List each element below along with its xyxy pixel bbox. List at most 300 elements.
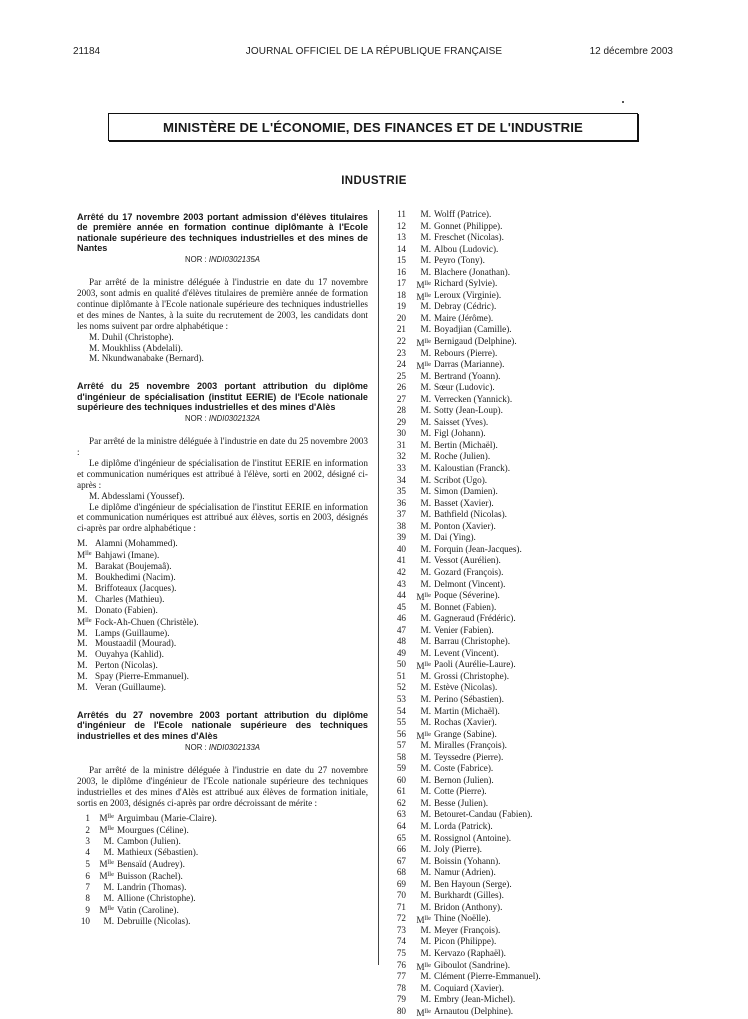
list-item	[388, 255, 658, 267]
list-item	[388, 833, 658, 845]
list-item	[388, 244, 658, 256]
honorific: M.	[420, 220, 431, 231]
rank-number: 74	[396, 936, 406, 947]
graduate-name: Briffoteaux (Jacques).	[95, 582, 177, 593]
graduate-name: Bridon (Anthony).	[434, 901, 503, 912]
rank-number: 32	[396, 451, 406, 462]
rank-number: 50	[396, 659, 406, 670]
list-item: M. Duhil (Christophe).	[89, 331, 174, 342]
honorific: M.	[420, 670, 431, 681]
rank-number: 28	[396, 405, 406, 416]
honorific: M.	[420, 948, 431, 958]
nor-code: INDI0302132A	[208, 414, 260, 424]
article-title: Arrêtés du 27 novembre 2003 portant attribution du diplôme d'ingénieur de l'Ecole nationale supérieure des techniques industrielles et des mines d'Alès	[77, 709, 368, 741]
rank-number: 48	[396, 636, 406, 647]
list-item	[388, 717, 658, 729]
honorific: M.	[103, 836, 114, 847]
rank-number: 51	[396, 670, 406, 681]
graduate-name: Dai (Ying).	[434, 532, 476, 543]
honorific: M.	[420, 878, 431, 889]
list-item	[77, 812, 368, 824]
honorific: $M^{lle}$	[416, 291, 431, 302]
graduate-name: Ponton (Xavier).	[434, 520, 496, 531]
list-item	[77, 858, 368, 870]
rank-number: 60	[396, 774, 406, 785]
honorific: $M^{lle}$	[416, 661, 431, 672]
rank-number: 67	[396, 855, 406, 866]
graduate-name: Betouret-Candau (Fabien).	[434, 809, 533, 820]
honorific: $M^{lle}$	[77, 550, 92, 561]
graduate-name: Allione (Christophe).	[117, 892, 196, 903]
list-item	[388, 567, 658, 579]
graduate-name: Arnautou (Delphine).	[434, 1005, 514, 1016]
list-item: M. Nkundwanabake (Bernard).	[89, 353, 204, 364]
graduate-name: Embry (Jean-Michel).	[434, 994, 516, 1005]
honorific: M.	[420, 255, 431, 266]
honorific: M.	[420, 705, 431, 716]
graduate-name: Figl (Johann).	[434, 428, 486, 439]
list-item	[388, 221, 658, 233]
graduate-name: Vessot (Aurélien).	[434, 555, 501, 566]
graduate-name: Gozard (François).	[434, 566, 504, 577]
list-item	[77, 549, 368, 561]
graduate-name: Donato (Fabien).	[95, 604, 158, 615]
graduate-name: Bertrand (Yoann).	[434, 370, 501, 381]
honorific: M.	[420, 209, 431, 219]
rank-number: 44	[396, 590, 406, 601]
graduate-name: Basset (Xavier).	[434, 497, 494, 508]
list-item	[388, 775, 658, 787]
list-item	[388, 763, 658, 775]
nor-code: INDI0302135A	[208, 255, 260, 265]
rank-number: 20	[396, 312, 406, 323]
rank-number: 41	[396, 555, 406, 566]
honorific: $M^{lle}$	[416, 361, 431, 372]
honorific: M.	[420, 416, 431, 427]
honorific: M.	[420, 844, 431, 855]
honorific: M.	[420, 820, 431, 831]
honorific: $M^{lle}$	[416, 592, 431, 603]
list-item	[388, 209, 658, 221]
honorific: M.	[420, 232, 431, 243]
nor-label: NOR :	[185, 255, 207, 265]
honorific: M.	[77, 638, 88, 649]
graduate-name: Peyro (Tony).	[434, 255, 485, 266]
graduate-name: Sotty (Jean-Loup).	[434, 405, 503, 416]
nor-reference	[77, 255, 368, 266]
rank-number: 33	[396, 463, 406, 474]
rank-number: 24	[396, 359, 406, 370]
honorific: M.	[420, 243, 431, 254]
graduate-name: Mathieux (Sébastien).	[117, 847, 199, 858]
graduate-name: Barrau (Christophe).	[434, 636, 511, 647]
honorific: $M^{lle}$	[416, 1007, 431, 1018]
list-item	[388, 879, 658, 891]
graduate-name: Picon (Philippe).	[434, 936, 497, 947]
list-item	[77, 882, 368, 893]
graduate-name: Thine (Noëlle).	[434, 913, 491, 924]
graduate-name: Saisset (Yves).	[434, 416, 489, 427]
rank-number: 71	[396, 901, 406, 912]
graduate-name: Lamps (Guillaume).	[95, 627, 170, 638]
list-item	[388, 394, 658, 406]
rank-number: 65	[396, 832, 406, 843]
graduate-name: Debruille (Nicolas).	[117, 915, 191, 926]
graduate-name: Clément (Pierre-Emmanuel).	[434, 971, 541, 982]
rank-number: 17	[396, 278, 406, 289]
honorific: $M^{lle}$	[416, 915, 431, 926]
rank-number: 14	[396, 243, 406, 254]
list-item	[388, 821, 658, 833]
rank-number: 16	[396, 266, 406, 277]
rank-number: 2	[85, 825, 90, 836]
honorific: M.	[420, 439, 431, 450]
rank-number: 73	[396, 924, 406, 935]
list-item	[388, 579, 658, 591]
honorific: $M^{lle}$	[99, 870, 114, 881]
rank-number: 57	[396, 740, 406, 751]
honorific: $M^{lle}$	[416, 280, 431, 291]
rank-number: 43	[396, 578, 406, 589]
list-item	[388, 902, 658, 914]
rank-number: 53	[396, 693, 406, 704]
graduate-name: Boukhedimi (Nacim).	[95, 572, 176, 583]
honorific: M.	[420, 347, 431, 358]
rank-number: 42	[396, 566, 406, 577]
list-item	[77, 893, 368, 904]
rank-number: 18	[396, 289, 406, 300]
rank-number: 30	[396, 428, 406, 439]
graduate-name: Paoli (Aurélie-Laure).	[434, 659, 516, 670]
honorific: $M^{lle}$	[99, 825, 114, 836]
graduate-name: Maire (Jérôme).	[434, 312, 494, 323]
list-item	[388, 278, 658, 290]
honorific: $M^{lle}$	[416, 961, 431, 972]
honorific: M.	[420, 578, 431, 589]
rank-number: 46	[396, 613, 406, 624]
list-item	[77, 572, 368, 583]
graduate-name: Fock-Ah-Chuen (Christèle).	[95, 616, 199, 627]
graduate-name: Bensaïd (Audrey).	[117, 859, 185, 870]
honorific: M.	[420, 497, 431, 508]
list-item	[388, 267, 658, 279]
rank-number: 56	[396, 728, 406, 739]
list-item	[388, 451, 658, 463]
graduate-name: Arguimbau (Marie-Claire).	[117, 813, 217, 824]
rank-number: 64	[396, 820, 406, 831]
list-item	[388, 659, 658, 671]
article-1	[77, 212, 368, 364]
honorific: M.	[77, 660, 88, 671]
ministry-title: MINISTÈRE DE L'ÉCONOMIE, DES FINANCES ET DE L'INDUSTRIE	[163, 119, 583, 135]
list-item	[388, 648, 658, 660]
graduate-name: Forquin (Jean-Jacques).	[434, 543, 522, 554]
graduate-name: Verrecken (Yannick).	[434, 393, 513, 404]
honorific: M.	[77, 627, 88, 638]
honorific: $M^{lle}$	[99, 859, 114, 870]
rank-number: 27	[396, 393, 406, 404]
honorific: M.	[420, 463, 431, 474]
list-item	[388, 313, 658, 325]
graduate-name: Rossignol (Antoine).	[434, 832, 512, 843]
rank-number: 62	[396, 797, 406, 808]
list-item	[388, 740, 658, 752]
list-item	[388, 440, 658, 452]
graduate-name: Teyssedre (Pierre).	[434, 751, 504, 762]
graduate-name: Ben Hayoun (Serge).	[434, 878, 512, 889]
rank-number: 47	[396, 624, 406, 635]
rank-number: 4	[85, 847, 90, 858]
graduate-name: Leroux (Virginie).	[434, 289, 502, 300]
honorific: M.	[420, 474, 431, 485]
rank-number: 69	[396, 878, 406, 889]
rank-number: 39	[396, 532, 406, 543]
honorific: M.	[420, 786, 431, 797]
rank-number: 22	[396, 336, 406, 347]
graduate-name: Moustaadil (Mourad).	[95, 638, 177, 649]
list-item	[388, 359, 658, 371]
page-number: 21184	[73, 46, 101, 57]
honorific: M.	[77, 538, 88, 549]
list-item	[77, 671, 368, 682]
list-item	[388, 625, 658, 637]
list-item	[77, 616, 368, 628]
list-item	[388, 752, 658, 764]
rank-number: 55	[396, 717, 406, 728]
rank-number: 29	[396, 416, 406, 427]
rank-number: 36	[396, 497, 406, 508]
list-item	[388, 521, 658, 533]
list-item	[388, 463, 658, 475]
rank-number: 38	[396, 520, 406, 531]
honorific: M.	[420, 901, 431, 912]
article-paragraph: Par arrêté de la ministre déléguée à l'industrie en date du 25 novembre 2003 :	[77, 436, 368, 458]
list-item	[77, 904, 368, 916]
rank-number: 26	[396, 382, 406, 393]
list-item	[388, 856, 658, 868]
list-item	[77, 847, 368, 858]
honorific: M.	[420, 428, 431, 439]
publication-date: 12 décembre 2003	[589, 46, 673, 57]
graduate-name: Boyadjian (Camille).	[434, 324, 512, 335]
list-item	[388, 706, 658, 718]
list-item	[388, 636, 658, 648]
graduate-list	[77, 538, 368, 693]
honorific: M.	[420, 613, 431, 624]
list-item	[388, 786, 658, 798]
rank-number: 31	[396, 439, 406, 450]
rank-number: 66	[396, 844, 406, 855]
article-2	[77, 381, 368, 693]
list-item	[388, 324, 658, 336]
honorific: M.	[420, 266, 431, 277]
graduate-name: Simon (Damien).	[434, 486, 498, 497]
list-item	[388, 925, 658, 937]
list-item	[388, 590, 658, 602]
rank-number: 52	[396, 682, 406, 693]
list-item	[77, 583, 368, 594]
honorific: M.	[77, 561, 88, 572]
list-item	[388, 694, 658, 706]
honorific: M.	[77, 604, 88, 615]
honorific: M.	[420, 486, 431, 497]
honorific: M.	[420, 855, 431, 866]
honorific: M.	[420, 509, 431, 520]
graduate-name: Cotte (Pierre).	[434, 786, 487, 797]
rank-number: 34	[396, 474, 406, 485]
graduate-name: Scribot (Ugo).	[434, 474, 488, 485]
graduate-name: Delmont (Vincent).	[434, 578, 506, 589]
list-item	[388, 867, 658, 879]
rank-number: 61	[396, 786, 406, 797]
rank-number: 80	[396, 1005, 406, 1016]
list-item	[77, 538, 368, 549]
honorific: M.	[420, 520, 431, 531]
list-item	[388, 602, 658, 614]
list-item	[388, 544, 658, 556]
honorific: M.	[420, 624, 431, 635]
graduate-name: Charles (Mathieu).	[95, 593, 165, 604]
rank-number: 8	[85, 892, 90, 903]
list-item	[388, 532, 658, 544]
honorific: M.	[420, 867, 431, 878]
rank-number: 15	[396, 255, 406, 266]
list-item	[388, 382, 658, 394]
nor-label: NOR :	[185, 414, 207, 424]
list-item	[77, 594, 368, 605]
list-item	[388, 682, 658, 694]
list-item	[388, 405, 658, 417]
list-item	[388, 936, 658, 948]
rank-number: 76	[396, 959, 406, 970]
honorific: M.	[420, 994, 431, 1005]
honorific: M.	[420, 393, 431, 404]
list-item: M. Moukhliss (Abdelali).	[89, 342, 183, 353]
graduate-name: Blachere (Jonathan).	[434, 266, 511, 277]
honorific: M.	[420, 740, 431, 751]
graduate-name: Kaloustian (Franck).	[434, 463, 511, 474]
list-item	[388, 486, 658, 498]
graduate-name: Lorda (Patrick).	[434, 820, 493, 831]
list-item	[388, 371, 658, 383]
graduate-name: Grange (Sabine).	[434, 728, 497, 739]
rank-number: 12	[396, 220, 406, 231]
list-item	[77, 628, 368, 639]
rank-number: 6	[85, 870, 90, 881]
graduate-name: Spay (Pierre-Emmanuel).	[95, 671, 189, 682]
honorific: M.	[77, 572, 88, 583]
graduate-name: Gonnet (Philippe).	[434, 220, 503, 231]
honorific: M.	[77, 582, 88, 593]
graduate-name: Poque (Séverine).	[434, 590, 500, 601]
honorific: M.	[103, 847, 114, 858]
honorific: M.	[420, 647, 431, 658]
list-item	[77, 682, 368, 693]
graduate-name: Veran (Guillaume).	[95, 682, 166, 693]
honorific: $M^{lle}$	[416, 338, 431, 349]
graduate-name: Richard (Sylvie).	[434, 278, 498, 289]
list-item	[388, 1006, 658, 1018]
list-item	[77, 916, 368, 927]
honorific: M.	[77, 649, 88, 660]
honorific: M.	[77, 671, 88, 682]
graduate-name: Buisson (Rachel).	[117, 870, 183, 881]
rank-number: 21	[396, 324, 406, 335]
list-item	[388, 348, 658, 360]
graduate-name: Bertin (Michaël).	[434, 439, 498, 450]
list-item	[388, 798, 658, 810]
list-item	[77, 561, 368, 572]
rank-number: 40	[396, 543, 406, 554]
honorific: M.	[420, 693, 431, 704]
list-item: M. Abdesslami (Youssef).	[89, 490, 185, 501]
honorific: M.	[420, 774, 431, 785]
list-item	[388, 428, 658, 440]
graduate-name: Burkhardt (Gilles).	[434, 890, 504, 901]
honorific: M.	[103, 892, 114, 903]
honorific: M.	[420, 890, 431, 901]
honorific: M.	[420, 971, 431, 982]
list-item	[388, 983, 658, 995]
list-item	[388, 509, 658, 521]
rank-number: 75	[396, 948, 406, 958]
article-paragraph: Par arrêté de la ministre déléguée à l'industrie en date du 27 novembre 2003, le diplôme d'ingénieur de l'Ecole nationale supérieure des techniques industrielles et des mines d'Alès est attribué aux élèves de formation initiale, sortis en 2003, désignés ci-après par ordre décroissant de mérite :	[77, 764, 368, 808]
graduate-name: Miralles (François).	[434, 740, 507, 751]
graduate-name: Darras (Marianne).	[434, 359, 505, 370]
list-item	[388, 960, 658, 972]
graduate-name: Venier (Fabien).	[434, 624, 494, 635]
list-item	[77, 649, 368, 660]
nor-label: NOR :	[185, 742, 207, 752]
list-item	[388, 555, 658, 567]
honorific: M.	[420, 370, 431, 381]
honorific: M.	[420, 382, 431, 393]
journal-title: JOURNAL OFFICIEL DE LA RÉPUBLIQUE FRANÇAISE	[245, 46, 503, 57]
article-paragraph: Le diplôme d'ingénieur de spécialisation de l'institut EERIE en information et communication numériques est attribué à l'élève, sorti en 2002, désigné ci-après :	[77, 457, 368, 490]
graduate-name: Ouyahya (Kahlid).	[95, 649, 164, 660]
rank-number: 78	[396, 982, 406, 993]
rank-number: 58	[396, 751, 406, 762]
honorific: M.	[420, 809, 431, 820]
list-item	[388, 994, 658, 1006]
rank-number: 70	[396, 890, 406, 901]
article-title: Arrêté du 25 novembre 2003 portant attribution du diplôme d'ingénieur de spécialisation (institut EERIE) de l'Ecole nationale supérieure des techniques industrielles et des mines d'Alès	[77, 381, 368, 412]
honorific: $M^{lle}$	[416, 730, 431, 741]
list-item	[77, 836, 368, 847]
graduate-name: Grossi (Christophe).	[434, 670, 510, 681]
ranking-list-continued	[388, 209, 658, 1017]
list-item	[77, 870, 368, 882]
honorific: M.	[420, 451, 431, 462]
rank-number: 9	[85, 904, 90, 915]
rank-number: 13	[396, 232, 406, 243]
list-item	[388, 301, 658, 313]
rank-number: 37	[396, 509, 406, 520]
print-mark	[622, 101, 624, 103]
article-paragraph: Par arrêté de la ministre déléguée à l'industrie en date du 17 novembre 2003, sont admis en qualité d'élèves titulaires de première année de formation continue diplômante à l'Ecole nationale supérieure des techniques industrielles et des mines de Nantes, à la suite du recrutement de 2003, les candidats dont les noms suivent par ordre alphabétique :	[77, 277, 368, 331]
rank-number: 49	[396, 647, 406, 658]
rank-number: 59	[396, 763, 406, 774]
graduate-name: Debray (Cédric).	[434, 301, 497, 312]
graduate-name: Meyer (François).	[434, 924, 501, 935]
rank-number: 1	[85, 813, 90, 824]
graduate-name: Besse (Julien).	[434, 797, 489, 808]
honorific: M.	[420, 763, 431, 774]
ministry-banner	[108, 113, 638, 141]
graduate-name: Joly (Pierre).	[434, 844, 482, 855]
honorific: M.	[420, 566, 431, 577]
graduate-name: Giboulot (Sandrine).	[434, 959, 511, 970]
